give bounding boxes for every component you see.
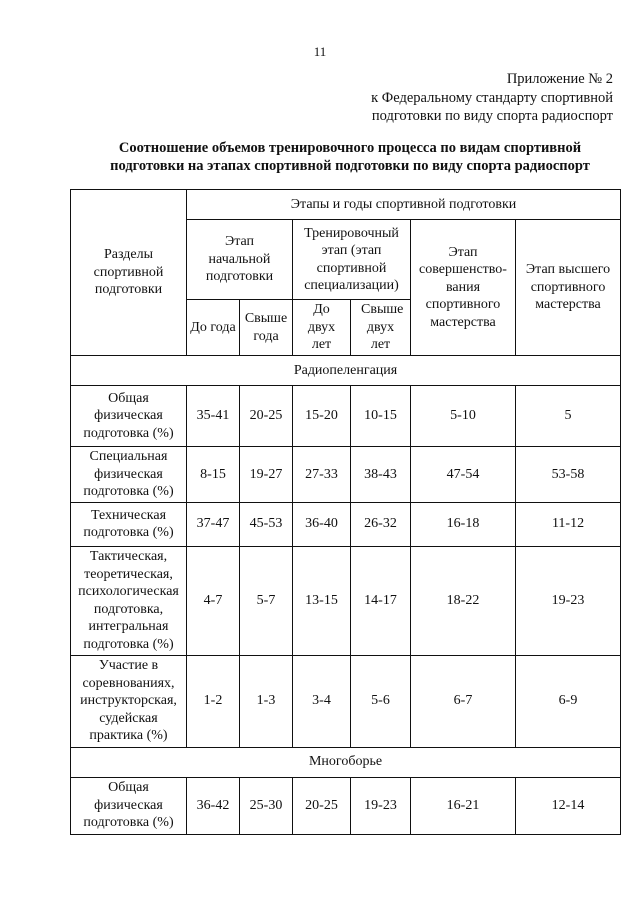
appendix-header — [371, 70, 613, 126]
header-sections: Разделы спортивной подготовки — [71, 190, 187, 356]
value-cell: 15-20 — [293, 386, 351, 447]
value-cell: 14-17 — [351, 546, 411, 655]
value-cell: 16-21 — [411, 777, 516, 834]
value-cell: 5-10 — [411, 386, 516, 447]
value-cell: 1-2 — [187, 655, 240, 747]
table-row — [71, 546, 621, 655]
value-cell: 11-12 — [516, 502, 621, 546]
document-title — [80, 139, 620, 175]
value-cell: 26-32 — [351, 502, 411, 546]
value-cell: 5-7 — [240, 546, 293, 655]
value-cell: 45-53 — [240, 502, 293, 546]
value-cell: 5-6 — [351, 655, 411, 747]
appendix-line-2: к Федеральному стандарту спортивной — [371, 89, 613, 106]
value-cell: 5 — [516, 386, 621, 447]
value-cell: 12-14 — [516, 777, 621, 834]
value-cell: 6-9 — [516, 655, 621, 747]
value-cell: 20-25 — [240, 386, 293, 447]
header-up-to-year: До года — [187, 300, 240, 356]
row-label: Техническая подготовка (%) — [71, 502, 187, 546]
value-cell: 8-15 — [187, 447, 240, 503]
table-row — [71, 386, 621, 447]
value-cell: 20-25 — [293, 777, 351, 834]
section-row — [71, 356, 621, 386]
value-cell: 25-30 — [240, 777, 293, 834]
table-header — [71, 190, 621, 356]
value-cell: 10-15 — [351, 386, 411, 447]
title-line-1: Соотношение объемов тренировочного процесса по видам спортивной — [118, 140, 582, 156]
header-over-year: Свыше года — [240, 300, 293, 356]
value-cell: 6-7 — [411, 655, 516, 747]
table-row — [71, 777, 621, 834]
header-highest-stage: Этап высшего спортивного мастерства — [516, 220, 621, 356]
value-cell: 13-15 — [293, 546, 351, 655]
title-line-2: подготовки на этапах спортивной подготовки по виду спорта радиоспорт — [110, 158, 590, 174]
value-cell: 38-43 — [351, 447, 411, 503]
header-stages-years: Этапы и годы спортивной подготовки — [187, 190, 621, 220]
row-label: Тактическая, теоретическая, психологическая подготовка, интегральная подготовка (%) — [71, 546, 187, 655]
value-cell: 27-33 — [293, 447, 351, 503]
section-title: Многоборье — [71, 747, 621, 777]
appendix-line-3: подготовки по виду спорта радиоспорт — [371, 108, 613, 124]
value-cell: 19-23 — [351, 777, 411, 834]
value-cell: 19-27 — [240, 447, 293, 503]
table-body — [71, 356, 621, 835]
value-cell: 16-18 — [411, 502, 516, 546]
value-cell: 18-22 — [411, 546, 516, 655]
header-up-to-two-years: До двух лет — [293, 300, 351, 356]
appendix-line-1: Приложение № 2 — [506, 71, 613, 87]
table-row — [71, 655, 621, 747]
table-row — [71, 447, 621, 503]
row-label: Участие в соревнованиях, инструкторская, судейская практика (%) — [71, 655, 187, 747]
training-ratio-table — [70, 189, 621, 835]
section-row — [71, 747, 621, 777]
row-label: Общая физическая подготовка (%) — [71, 777, 187, 834]
row-label: Специальная физическая подготовка (%) — [71, 447, 187, 503]
value-cell: 47-54 — [411, 447, 516, 503]
value-cell: 1-3 — [240, 655, 293, 747]
row-label: Общая физическая подготовка (%) — [71, 386, 187, 447]
value-cell: 36-40 — [293, 502, 351, 546]
header-training-stage: Тренировочный этап (этап спортивной специализации) — [293, 220, 411, 300]
value-cell: 4-7 — [187, 546, 240, 655]
value-cell: 19-23 — [516, 546, 621, 655]
value-cell: 36-42 — [187, 777, 240, 834]
section-title: Радиопеленгация — [71, 356, 621, 386]
value-cell: 3-4 — [293, 655, 351, 747]
table-row — [71, 502, 621, 546]
value-cell: 53-58 — [516, 447, 621, 503]
header-over-two-years: Свыше двух лет — [351, 300, 411, 356]
header-improvement-stage: Этап совершенство-вания спортивного мастерства — [411, 220, 516, 356]
page-number: 11 — [313, 44, 327, 59]
header-initial-stage: Этап начальной подготовки — [187, 220, 293, 300]
value-cell: 35-41 — [187, 386, 240, 447]
value-cell: 37-47 — [187, 502, 240, 546]
